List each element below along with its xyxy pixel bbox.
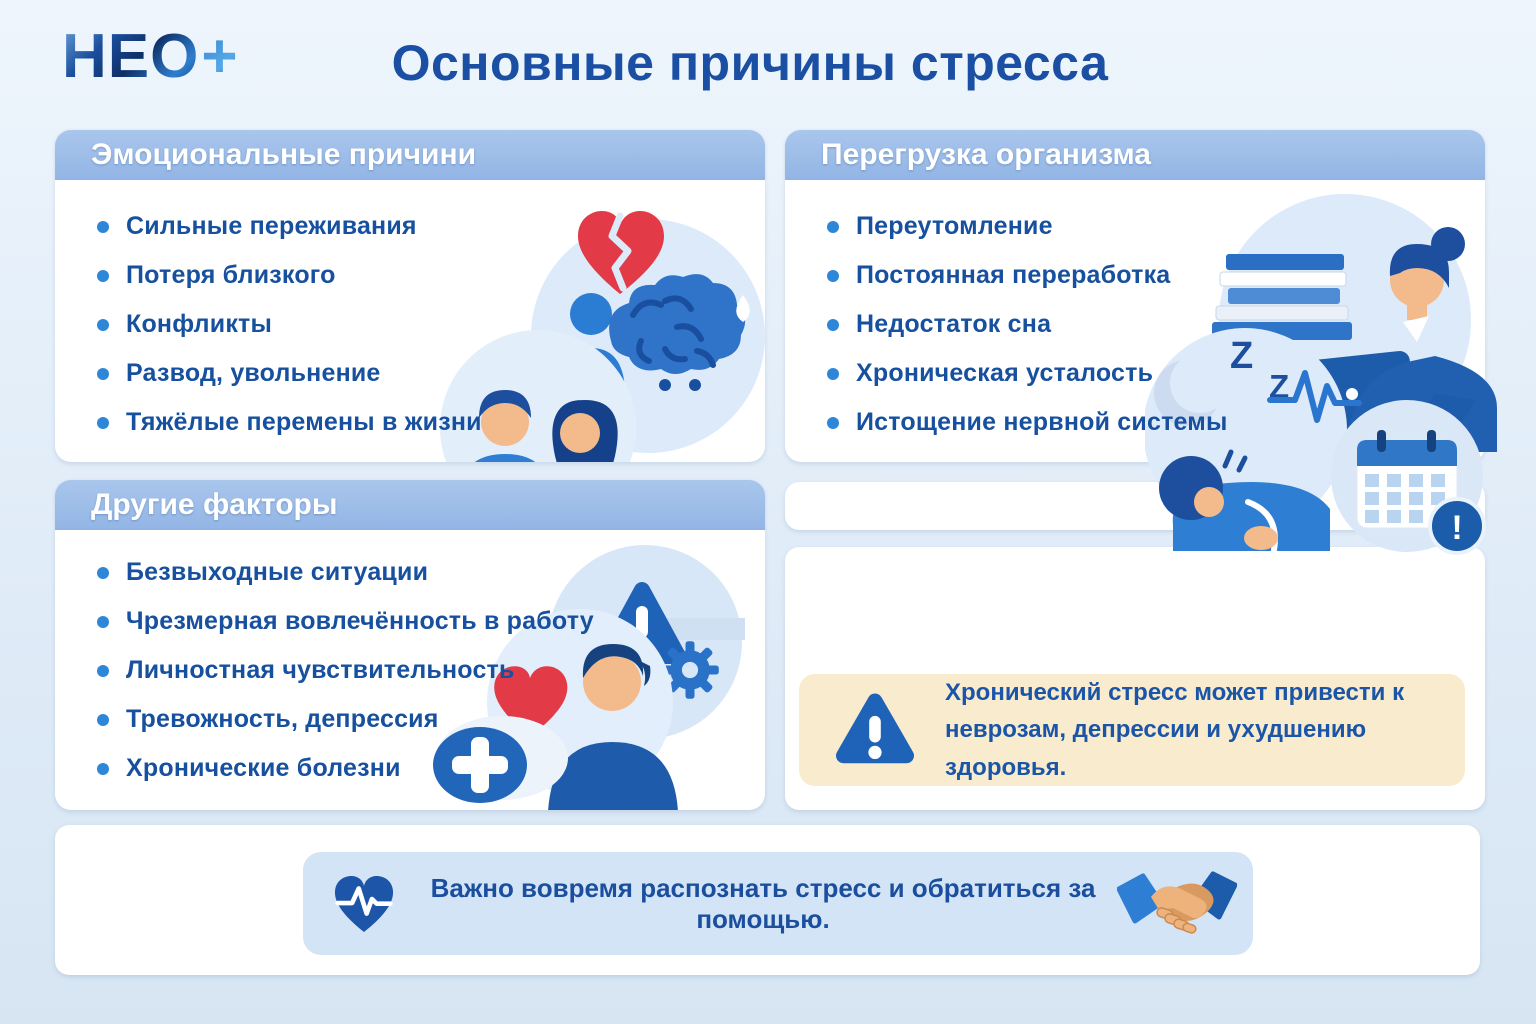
bullet-icon: [97, 417, 109, 429]
list-item: [97, 349, 765, 398]
panel-emotional-body: [55, 180, 765, 462]
list-item-label: Потеря близкого: [126, 261, 336, 289]
list-item: [97, 744, 765, 793]
logo-text: НЕО: [62, 22, 200, 91]
list-item-label: Тяжёлые перемены в жизни: [126, 408, 482, 436]
list-item-label: Конфликты: [126, 310, 273, 338]
panel-other-header: Другие факторы: [55, 480, 765, 530]
bullet-icon: [827, 368, 839, 380]
list-item: [97, 695, 765, 744]
list-item-label: Постоянная переработка: [856, 261, 1171, 289]
neo-plus-logo: [62, 22, 239, 91]
list-item: [97, 251, 765, 300]
list-item-label: Личностная чувствительность: [126, 656, 515, 684]
list-item-label: Хроническая усталость: [856, 359, 1154, 387]
list-item: [97, 202, 765, 251]
list-item-label: Тревожность, депрессия: [126, 705, 439, 733]
list-item: [97, 300, 765, 349]
panel-emotional-header: Эмоциональные причини: [55, 130, 765, 180]
warning-text: Хронический стресс может привести к неврозам, депрессии и ухудшению здоровья.: [945, 679, 1405, 781]
list-item-label: Хронические болезни: [126, 754, 401, 782]
list-item: [827, 251, 1485, 300]
footer-text: Важно вовремя распознать стресс и обратиться за помощью.: [430, 872, 1096, 934]
bullet-icon: [827, 270, 839, 282]
warning-card: [785, 547, 1485, 810]
warning-triangle-icon: [833, 691, 917, 769]
list-item-label: Недостаток сна: [856, 310, 1052, 338]
list-item: [827, 349, 1485, 398]
list-item-label: Безвыходные ситуации: [126, 558, 429, 586]
list-item: [97, 398, 765, 447]
list-item-label: Истощение нервной системы: [856, 408, 1228, 436]
bullet-icon: [97, 270, 109, 282]
panel-overload-header: Перегрузка организма: [785, 130, 1485, 180]
panel-other-body: [55, 530, 765, 810]
bullet-icon: [97, 319, 109, 331]
panel-overload-body: [785, 180, 1485, 547]
panel-body-overload: [785, 130, 1485, 547]
bullet-icon: [827, 221, 839, 233]
bullet-icon: [97, 714, 109, 726]
list-item-label: Развод, увольнение: [126, 359, 381, 387]
footer-card: [55, 825, 1480, 975]
bullet-icon: [97, 616, 109, 628]
page-title: Основные причины стресса: [391, 35, 1109, 91]
other-factors-list: [55, 530, 765, 793]
bullet-icon: [827, 319, 839, 331]
list-item: [97, 597, 765, 646]
footer-banner: [303, 852, 1253, 955]
list-item: [827, 202, 1485, 251]
panel-other-factors: [55, 480, 765, 810]
bullet-icon: [97, 665, 109, 677]
list-item-label: Чрезмерная вовлечённость в работу: [126, 607, 594, 635]
sleep-z-icon: Z: [1230, 335, 1254, 377]
exclamation-icon: !: [1451, 509, 1463, 547]
list-item-label: Переутомление: [856, 212, 1053, 240]
body-overload-list: [785, 180, 1485, 447]
list-item: [827, 398, 1485, 447]
sleep-z-icon: Z: [1269, 368, 1290, 405]
bullet-icon: [97, 763, 109, 775]
list-item: [827, 300, 1485, 349]
logo-plus-icon: +: [201, 22, 239, 91]
bullet-icon: [97, 221, 109, 233]
heart-pulse-icon: [331, 872, 397, 936]
panel-emotional-causes: [55, 130, 765, 462]
bullet-icon: [827, 417, 839, 429]
warning-callout: [799, 674, 1465, 786]
list-item: [97, 646, 765, 695]
bullet-icon: [97, 567, 109, 579]
emotional-causes-list: [55, 180, 765, 447]
list-item: [97, 548, 765, 597]
list-item-label: Сильные переживания: [126, 212, 417, 240]
bullet-icon: [97, 368, 109, 380]
handshake-icon: [1117, 867, 1237, 941]
